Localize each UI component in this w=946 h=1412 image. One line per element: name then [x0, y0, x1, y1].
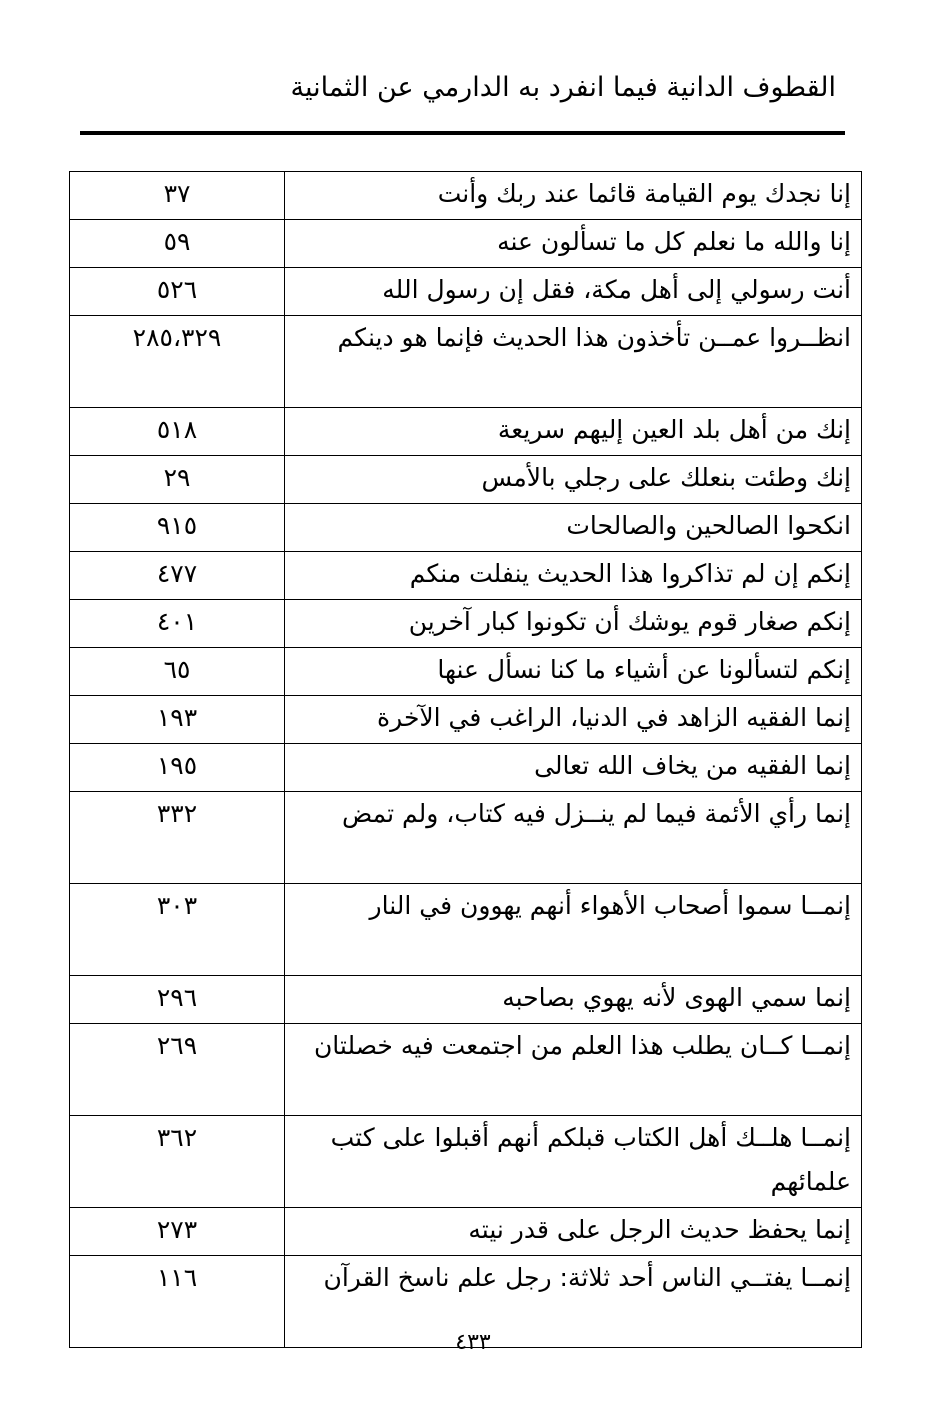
table-row — [70, 408, 862, 456]
entry-text: إنمــا هلــك أهل الكتاب قبلكم أنهم أقبلوا على كتب علمائهم — [285, 1116, 862, 1208]
table-row — [70, 1116, 862, 1208]
entry-text: إنما يحفظ حديث الرجل على قدر نيته — [285, 1208, 862, 1256]
entry-text: إنك من أهل بلد العين إليهم سريعة — [285, 408, 862, 456]
table-row — [70, 268, 862, 316]
entry-text: إنمــا سموا أصحاب الأهواء أنهم يهوون في النار — [285, 884, 862, 976]
table-row — [70, 552, 862, 600]
table-row — [70, 1208, 862, 1256]
table-row — [70, 884, 862, 976]
entry-page-ref: ٢٨٥،٣٢٩ — [70, 316, 285, 408]
entry-text: انظــروا عمــن تأخذون هذا الحديث فإنما هو دينكم — [285, 316, 862, 408]
entry-text: إنا نجدك يوم القيامة قائما عند ربك وأنت — [285, 172, 862, 220]
table-row — [70, 600, 862, 648]
entry-text: إنك وطئت بنعلك على رجلي بالأمس — [285, 456, 862, 504]
table-row — [70, 744, 862, 792]
index-table-body — [70, 172, 862, 1348]
entry-page-ref: ١١٦ — [70, 1256, 285, 1348]
entry-text: إنمــا يفتــي الناس أحد ثلاثة: رجل علم ناسخ القرآن — [285, 1256, 862, 1348]
entry-page-ref: ٤٠١ — [70, 600, 285, 648]
entry-text: إنا والله ما نعلم كل ما تسألون عنه — [285, 220, 862, 268]
table-row — [70, 504, 862, 552]
entry-text: إنكم إن لم تذاكروا هذا الحديث ينفلت منكم — [285, 552, 862, 600]
entry-text: إنما رأي الأئمة فيما لم ينــزل فيه كتاب، ولم تمض — [285, 792, 862, 884]
entry-text: إنما سمي الهوى لأنه يهوي بصاحبه — [285, 976, 862, 1024]
entry-page-ref: ٢٩ — [70, 456, 285, 504]
entry-page-ref: ٢٩٦ — [70, 976, 285, 1024]
table-row — [70, 792, 862, 884]
page-number: ٤٣٣ — [455, 1330, 491, 1355]
entry-page-ref: ٣٧ — [70, 172, 285, 220]
entry-text: إنكم لتسألونا عن أشياء ما كنا نسأل عنها — [285, 648, 862, 696]
entry-page-ref: ٤٧٧ — [70, 552, 285, 600]
table-row — [70, 456, 862, 504]
entry-page-ref: ٩١٥ — [70, 504, 285, 552]
entry-text: إنما الفقيه الزاهد في الدنيا، الراغب في الآخرة — [285, 696, 862, 744]
entry-page-ref: ٥١٨ — [70, 408, 285, 456]
table-row — [70, 648, 862, 696]
entry-page-ref: ١٩٥ — [70, 744, 285, 792]
entry-text: إنما الفقيه من يخاف الله تعالى — [285, 744, 862, 792]
entry-page-ref: ٢٦٩ — [70, 1024, 285, 1116]
index-table — [69, 171, 862, 1348]
entry-page-ref: ٥٢٦ — [70, 268, 285, 316]
entry-text: إنمــا كــان يطلب هذا العلم من اجتمعت فيه خصلتان — [285, 1024, 862, 1116]
entry-page-ref: ٥٩ — [70, 220, 285, 268]
entry-page-ref: ٣٦٢ — [70, 1116, 285, 1208]
entry-page-ref: ٣٣٢ — [70, 792, 285, 884]
table-row — [70, 1024, 862, 1116]
table-row — [70, 696, 862, 744]
running-header-title: القطوف الدانية فيما انفرد به الدارمي عن الثمانية — [290, 72, 836, 103]
table-row — [70, 316, 862, 408]
entry-page-ref: ٢٧٣ — [70, 1208, 285, 1256]
table-row — [70, 976, 862, 1024]
entry-page-ref: ٣٠٣ — [70, 884, 285, 976]
table-row — [70, 172, 862, 220]
entry-text: أنت رسولي إلى أهل مكة، فقل إن رسول الله — [285, 268, 862, 316]
entry-page-ref: ٦٥ — [70, 648, 285, 696]
entry-text: انكحوا الصالحين والصالحات — [285, 504, 862, 552]
table-row — [70, 220, 862, 268]
header-divider — [80, 131, 845, 135]
entry-page-ref: ١٩٣ — [70, 696, 285, 744]
entry-text: إنكم صغار قوم يوشك أن تكونوا كبار آخرين — [285, 600, 862, 648]
